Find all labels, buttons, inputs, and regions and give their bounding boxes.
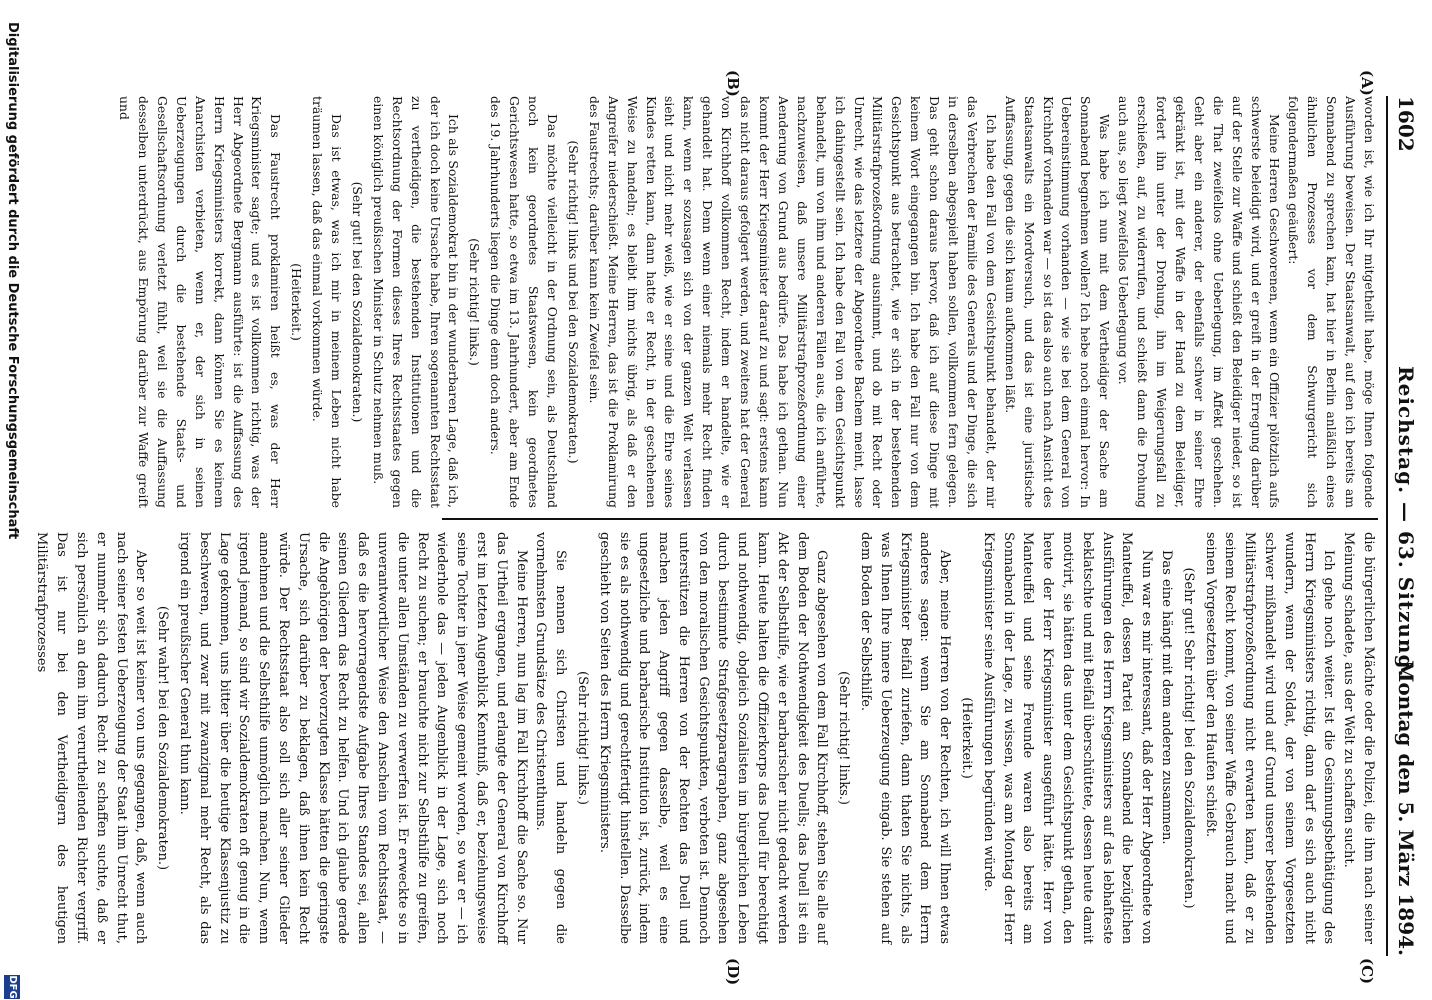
left-interjection: (Sehr gut! bei den Sozialdemokraten.) [349,181,365,423]
left-interjection: (Heiterkeit.) [289,263,305,341]
session-title: Reichstag. — 63. Sitzung. [1394,366,1418,678]
right-paragraph: Sie nennen sich Christen und handeln gegen die vornehmsten Grundsätze des Christenthums. [533,532,569,944]
page-number: 1602 [1394,96,1418,152]
margin-marker-b: (B) [724,70,742,97]
left-paragraph: worden ist, wie ich Ihr mitgetheilt habe, möge Ihnen folgende Ausführung beweisen. Der Staatsanwalt, auf den ich bereits am Sonnabend zu sprechen kam, hat hier in Berlin anläßlich eines ähnlichen Prozesses vor dem Schwurgericht sich folgendermaßen geäußert: [1286,96,1377,508]
footer [1,0,21,1000]
right-paragraph: Ich gehe noch weiter. Ist die Gesinnungsbethätigung des Herrn Kriegsministers richtig, dann darf es sich auch nicht wundern, wenn der Soldat, der von seinem Vorgesetzten schwer mißhandelt wird und auf Grund unserer bestehenden Militärstrafprozeßordnung nicht erwarten kann, daß er zu seinem Recht kommt, von seiner Waffe Gebrauch macht und seinen Vorgesetzten über den Haufen schießt. [1202,532,1337,944]
column-divider [442,518,1378,520]
page-header [1386,96,1426,956]
text-column-left [114,96,1378,508]
session-date: Montag den 5. März 1894. [1394,660,1418,956]
left-paragraph: Meine Herren Geschworenen, wenn ein Offizier plötzlich aufs schwerste beleidigt wird, und er greift in der Erregung darüber auf der Stelle zur Waffe und schießt den Beleidiger nieder, so ist die That zweifellos ohne Ueberlegung, im Affekt geschehen. Geht aber ein anderer, der ebenfalls schwer in seiner Ehre gekränkt ist, mit der Waffe in der Hand zu dem Beleidiger, fordert ihn unter der Drohung, ihn im Weigerungsfall zu erschießen, auf, zu widerrufen, und schießt dann die Drohung auch aus, so liegt zweifellos Ueberlegung vor. [1116,96,1283,508]
left-paragraph: Das ist etwas, was ich mir in meinem Leben nicht habe träumen lassen, daß das einmal vorkommen würde. [310,96,345,508]
left-paragraph: Ich als Sozialdemokrat bin in der wunderbaren Lage, daß ich, der ich doch keine Ursache habe, Ihren sogenannten Rechtsstaat zu vertheidigen, die bestehenden Institutionen und die Rechtsordnung der Formen dieses Ihres Rechtsstaates gegen einen königlich preußischen Minister in Schutz nehmen muß. [370,96,462,508]
dfg-logo: DFG [4,975,20,999]
right-paragraph: Ganz abgesehen von dem Fall Kirchhoff, stehen Sie alle auf dem Boden der Nothwendigkeit des Duells; das Duell ist ein Akt der Selbsthilfe, wie er barbarischer nicht gedacht werden kann. Heute halten die Offizierkorps das Duell für berechtigt und nothwendig, obgleich Sozialisten im bürgerlichen Leben durch bestimmte Strafgesetzparagraphen, ganz abgesehen von den moralischen Gesichtspunkten, verboten ist. Dennoch unterstützen die Herren von der Rechten das Duell und machen jeden Angriff gegen dasselbe, weil es eine ungesetzliche und barbarische Institution ist, zurück, indem sie es als nothwendig und gerechtfertigt hinstellen. Dasselbe geschieht von Seiten des Herrn Kriegsministers. [596,532,830,944]
right-interjection: (Sehr wahr! bei den Sozialdemokraten.) [155,605,171,871]
digitization-credit: Digitalisierung gefördert durch die Deutsche Forschungsgemeinschaft [5,22,20,540]
header-rule [1386,96,1388,956]
right-interjection: (Sehr richtig! links.) [836,671,852,805]
right-interjection: (Heiterkeit.) [959,697,975,779]
right-paragraph: Aber so weit ist keiner von uns gegangen, daß, wenn auch nach seiner festen Ueberzeugung der Staat ihm Unrecht thut, er nunmehr sich dadurch Recht zu schaffen suchte, daß er sich persönlich an dem ihm verurtheilenden Richter vergriff. Das ist nur bei den Vertheidigern des heutigen Militärstrafprozesses [34,532,149,944]
right-paragraph: Meine Herren, nun lag im Fall Kirchhoff die Sache so. Nur das Urtheil ergangen, und erlangte der General von Kirchhoff erst im letzten Augenblick Kenntniß, daß er, beziehungsweise seine Tochter in jener Weise gemeint worden, so war er — ich wiederhole das — jeden Augenblick in der Lage, sich noch Recht zu suchen; er brauchte nicht zur Selbsthilfe zu greifen, die unter allen Umständen zu verwerfen ist. Er erweckte so in unverantwortlicher Weise den Anschein vom Rechtsstaat, — daß es die hervorragendste Aufgabe Ihres Standes sei, allen seinen Gliedern das Recht zu helfen. Und ich glaube gerade die Angehörigen der bevorzugten Klasse hätten die geringste Ursache, sich darüber zu beklagen, daß ihnen kein Recht würde. Der Rechtsstaat also soll sich aller seiner Glieder annehmen und die Selbsthilfe unmöglich machen. Nun, wenn irgend jemand, so sind wir Sozialdemokraten oft genug in die Lage gekommen, uns bitter über die heutige Klassenjustiz zu beschweren, und zwar mit zwanzigmal mehr Recht, als das irgend ein preußischer General thun kann. [176,532,529,944]
margin-marker-a: (A) [1358,70,1376,96]
right-paragraph: Das eine hängt mit dem anderen zusammen. [1159,550,1175,845]
right-interjection: (Sehr gut! Sehr richtig! bei den Sozialdemokraten.) [1180,567,1196,909]
margin-marker-d: (D) [724,958,742,986]
right-paragraph: die bürgerlichen Mächte oder die Polizei, die ihm nach seiner Meinung schadete, aus der Welt zu schaffen sucht. [1341,532,1376,944]
left-paragraph: Was habe ich nun mit dem Vertheidiger der Sache am Sonnabend begnehmen wollen? Ich hebe noch einmal hervor: In Uebereinstimmung vorhanden — wie sie bei dem General von Kirchhoff vorhanden war — so ist das also auch nach Ansicht des Staatsanwalts ein Mordversuch, und das ist eine juristische Auffassung, gegen die sich kaum aufkommen läßt. [1002,96,1113,508]
left-paragraph: Ich habe den Fall von dem Gesichtspunkt behandelt, der mir das Verbrechen der Familie des Generals und der Dinge, die sich in derselben abgespielt haben sollen, vollkommen fern gelegen. Das geht schon daraus hervor, daß ich auf diese Dinge mit keinem Wort eingegangen bin. Ich habe den Fall nur von dem Gesichtspunkt aus betrachtet, wie er sich in der bestehenden Militärstrafprozeßordnung ausnimmt, und ob mit Recht oder Unrecht, wie das letztere der Abgeordnete Bachem meint, lasse ich dahingestellt sein. Ich habe den Fall von dem Gesichtspunkt behandelt, um von ihm und anderen Fällen aus, die ich anführte, nachzuweisen, daß unsere Militärstrafprozeßordnung einer Aenderung von Grund aus bedürfe. Das habe ich gethan. Nun kommt der Herr Kriegsminister darauf zu und sagt: erstens kann das nicht daraus gefolgert werden, und zweitens hat der General von Kirchhoff vollkommen Recht, indem er handelte, wie er gehandelt hat. Denn wenn einer niemals mehr Recht finden kann, wenn er sozusagen sich von der ganzen Welt verlassen sieht und nicht mehr weiß, wie er seine und die Ehre seines Kindes retten kann, dann hatte er Recht, in der geschehenen Weise zu handeln; es bleibt ihm nichts übrig, als daß er den Angreifer niederschießt. Meine Herren, das ist die Proklamirung des Faustrechts; darüber kann kein Zweifel sein. [586,96,999,508]
left-interjection: (Sehr richtig! links.) [467,238,483,366]
left-paragraph: Das möchte vielleicht in der Ordnung sein, als Deutschland noch kein geordnetes Staatswesen, kein geordnetes Gerichtswesen hatte, so etwa im 13. Jahrhundert, aber am Ende des 19. Jahrhunderts liegen die Dinge denn doch anders. [488,96,561,508]
right-interjection: (Sehr richtig! links.) [574,671,590,805]
left-paragraph: Das Faustrecht proklamiren heißt es, was der Herr Kriegsminister sagte; und es ist vollkommen richtig, was der Herr Abgeordnete Bergmann ausführte: ist die Auffassung des Herrn Kriegsministers korrekt, dann können Sie es keinem Anarchisten verbieten, wenn er, der sich in seinen Ueberzeugungen durch die bestehende Staats- und Gesellschaftsordnung verletzt fühlt, weil sie die Auffassung desselben unterdrückt, aus Empörung darüber zur Waffe greift und [117,96,284,508]
left-interjection: (Sehr richtig! links und bei den Sozialdemokraten.) [565,140,581,464]
text-column-right [32,532,1378,944]
right-paragraph: Nun war es mir interessant, daß der Herr Abgeordnete von Manteuffel, dessen Partei am Sonnabend die bezüglichen Ausführungen des Herrn Kriegsministers auf das lebhafteste beklatschte und mit Beifall überschüttete, dessen heute damit motivirt, sie hätten das unter dem Gesichtspunkt gethan, den heute der Herr Kriegsminister ausgeführt hätte. Herr von Manteuffel und seine Freunde waren also bereits am Sonnabend in der Lage, zu wissen, was am Montag der Herr Kriegsminister seine Ausführungen begründen würde. [980,532,1155,944]
margin-marker-c: (C) [1358,958,1376,985]
right-paragraph: Aber, meine Herren von der Rechten, ich will Ihnen etwas anderes sagen: wenn Sie am Sonnabend dem Herrn Kriegsminister Beifall zuriefen, dann thaten Sie nichts, als was Ihnen Ihre innere Ueberzeugung eingab. Sie stehen auf dem Boden der Selbsthilfe. [858,532,953,944]
